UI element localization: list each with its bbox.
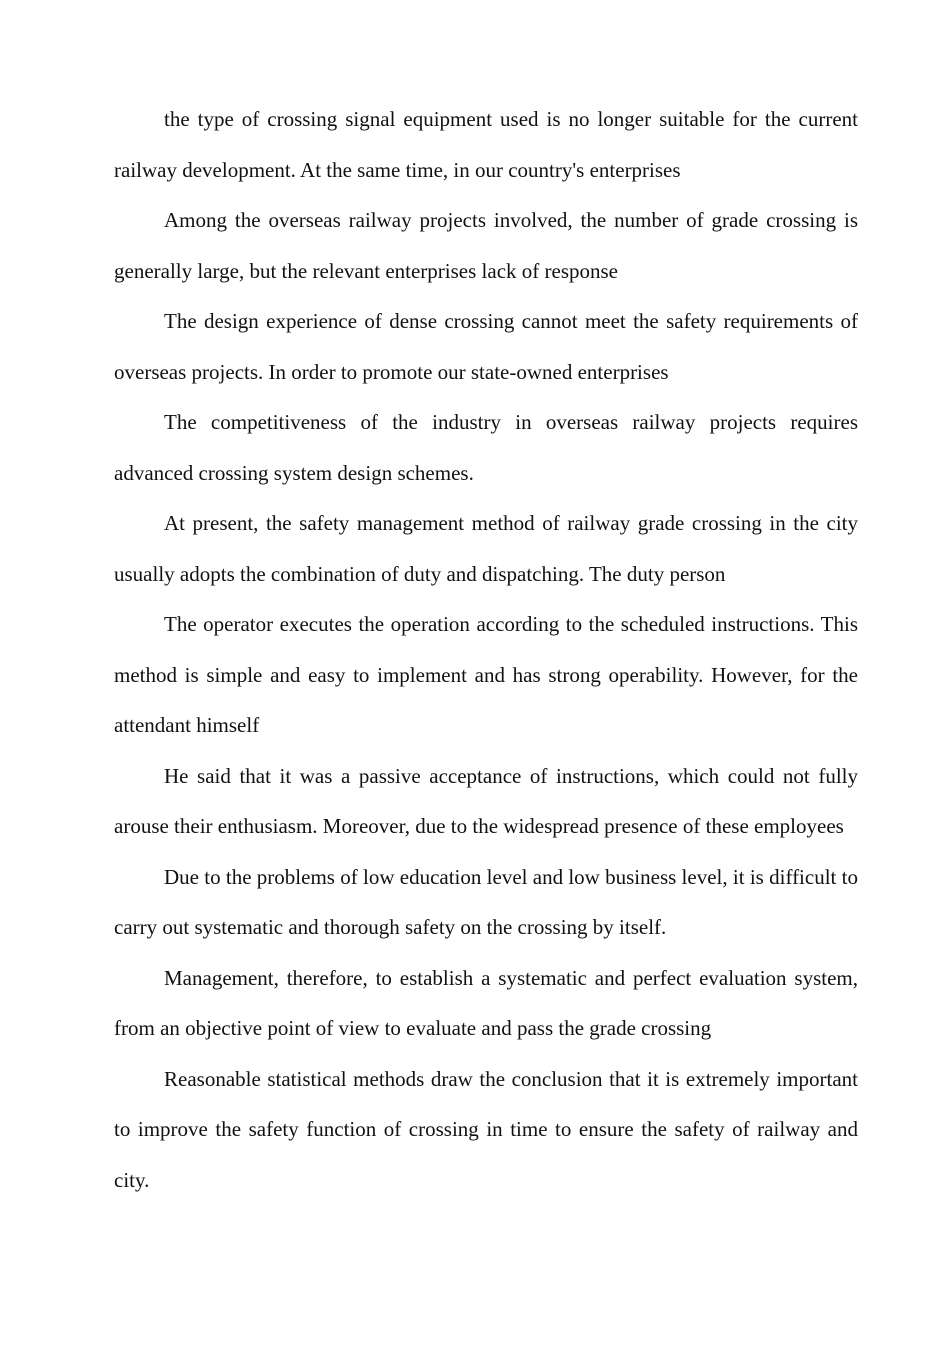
paragraph-9: Management, therefore, to establish a systematic and perfect evaluation system, from an objective point of view to evaluate and pass the grade crossing: [114, 965, 858, 1040]
paragraph-6: The operator executes the operation according to the scheduled instructions. This method is simple and easy to implement and has strong operability. However, for the attendant himself: [114, 612, 858, 737]
paragraph-3: The design experience of dense crossing cannot meet the safety requirements of overseas projects. In order to promote our state-owned enterprises: [114, 309, 858, 384]
paragraph-5: At present, the safety management method of railway grade crossing in the city usually adopts the combination of duty and dispatching. The duty person: [114, 511, 858, 586]
paragraph-4: The competitiveness of the industry in overseas railway projects requires advanced crossing system design schemes.: [114, 410, 858, 485]
paragraph-10: Reasonable statistical methods draw the conclusion that it is extremely important to improve the safety function of crossing in time to ensure the safety of railway and city.: [114, 1066, 858, 1192]
paragraph-2: Among the overseas railway projects involved, the number of grade crossing is generally large, but the relevant enterprises lack of response: [114, 208, 858, 283]
paragraph-8: Due to the problems of low education level and low business level, it is difficult to carry out systematic and thorough safety on the crossing by itself.: [114, 864, 858, 939]
paragraph-1: the type of crossing signal equipment used is no longer suitable for the current railway development. At the same time, in our country's enterprises: [114, 107, 858, 182]
paragraph-7: He said that it was a passive acceptance of instructions, which could not fully arouse their enthusiasm. Moreover, due to the widespread presence of these employees: [114, 763, 858, 838]
document-page: [114, 94, 858, 1205]
